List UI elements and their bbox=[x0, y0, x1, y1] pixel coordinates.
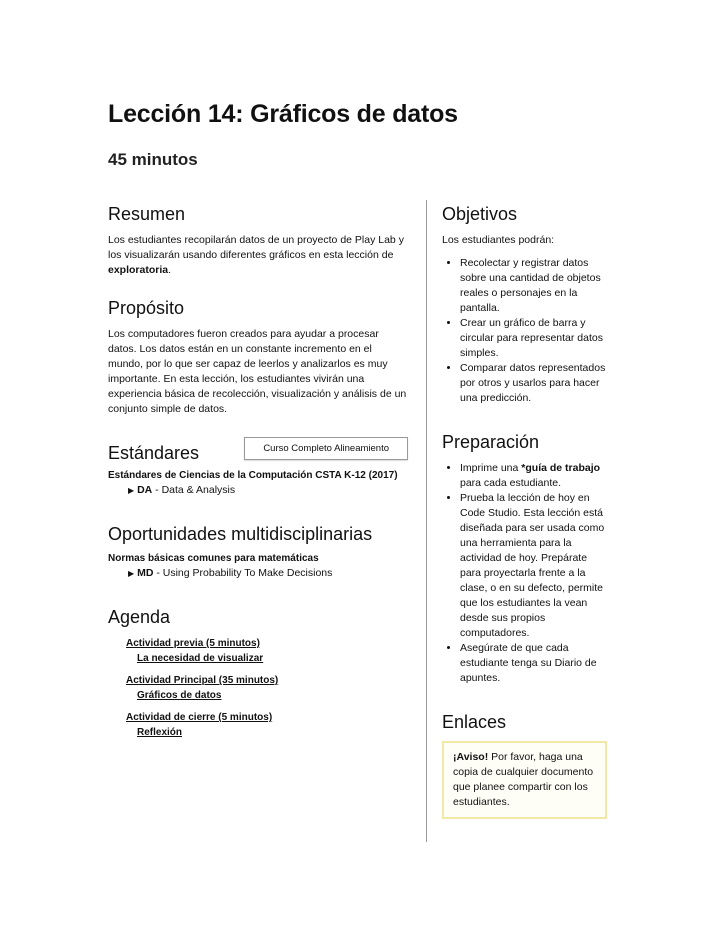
agenda-activity-link[interactable]: Actividad de cierre (5 minutos) bbox=[126, 712, 273, 723]
estandares-heading: Estándares bbox=[108, 443, 200, 463]
full-course-alignment-button[interactable]: Curso Completo Alineamiento bbox=[244, 437, 408, 460]
objective-item: • Comparar datos representados por otros y usarlos para hacer una predicción. bbox=[460, 361, 607, 406]
resumen-text: Los estudiantes recopilarán datos de un proyecto de Play Lab y los visualizarán usando diferentes gráficos en esta lección de exploratoria. bbox=[108, 234, 404, 276]
left-column bbox=[108, 204, 408, 760]
agenda-section bbox=[108, 607, 408, 740]
oportunidades-section bbox=[108, 524, 408, 579]
preparacion-section bbox=[442, 432, 607, 686]
objetivos-heading: Objetivos bbox=[442, 204, 518, 224]
agenda-activity-link[interactable]: Actividad Principal (35 minutos) bbox=[126, 675, 279, 686]
agenda-sub-link[interactable]: Reflexión bbox=[137, 727, 183, 738]
preparation-item: • Asegúrate de que cada estudiante tenga su Diario de apuntes. bbox=[460, 641, 607, 686]
right-column bbox=[442, 204, 607, 839]
agenda-sub-link[interactable]: Gráficos de datos bbox=[137, 690, 222, 701]
proposito-heading: Propósito bbox=[108, 298, 185, 318]
worksheet-link[interactable]: *guía de trabajo bbox=[521, 462, 601, 474]
enlaces-heading: Enlaces bbox=[442, 712, 507, 732]
notice-box: ¡Aviso! Por favor, haga una copia de cualquier documento que planee compartir con los estudiantes. bbox=[442, 741, 607, 819]
math-standard-item[interactable]: ▶ MD - Using Probability To Make Decisions bbox=[128, 567, 333, 579]
proposito-text: Los computadores fueron creados para ayudar a procesar datos. Los datos están en un constante incremento en el mundo, por lo que ser capaz de leerlos y analizarlos es muy importante. En esta lección, los estudiantes vivirán una experiencia básica de recolección, visualización y análisis de un conjunto simple de datos. bbox=[108, 328, 407, 415]
agenda-activity-link[interactable]: Actividad previa (5 minutos) bbox=[126, 638, 260, 649]
resumen-section bbox=[108, 204, 408, 278]
proposito-section bbox=[108, 298, 408, 417]
preparation-item: • Prueba la lección de hoy en Code Studio. Esta lección está diseñada para ser usada como una herramienta para la actividad de hoy. Prepárate para proyectarla frente a la clase, o en su defecto, permite que los estudiantes la vean desde sus propios computadores. bbox=[460, 491, 607, 641]
objective-item: • Crear un gráfico de barra y circular para representar datos simples. bbox=[460, 316, 607, 361]
math-standards-group: Normas básicas comunes para matemáticas bbox=[108, 553, 319, 564]
enlaces-section bbox=[442, 712, 607, 819]
resumen-heading: Resumen bbox=[108, 204, 186, 224]
estandares-section bbox=[108, 443, 408, 496]
column-divider bbox=[426, 200, 427, 842]
agenda-heading: Agenda bbox=[108, 607, 171, 627]
triangle-right-icon: ▶ bbox=[128, 569, 135, 578]
lesson-duration: 45 minutos bbox=[108, 150, 198, 169]
preparation-item: • Imprime una *guía de trabajo para cada estudiante. bbox=[460, 461, 607, 491]
standard-item[interactable]: ▶ DA - Data & Analysis bbox=[128, 484, 236, 496]
page-title: Lección 14: Gráficos de datos bbox=[108, 100, 458, 128]
objetivos-section bbox=[442, 204, 607, 406]
preparacion-heading: Preparación bbox=[442, 432, 540, 452]
objetivos-intro: Los estudiantes podrán: bbox=[442, 234, 555, 246]
objective-item: • Recolectar y registrar datos sobre una cantidad de objetos reales o personajes en la pantalla. bbox=[460, 256, 607, 316]
standards-group: Estándares de Ciencias de la Computación CSTA K-12 (2017) bbox=[108, 470, 398, 481]
triangle-right-icon: ▶ bbox=[128, 486, 135, 495]
oportunidades-heading: Oportunidades multidisciplinarias bbox=[108, 524, 373, 544]
agenda-sub-link[interactable]: La necesidad de visualizar bbox=[137, 653, 264, 664]
